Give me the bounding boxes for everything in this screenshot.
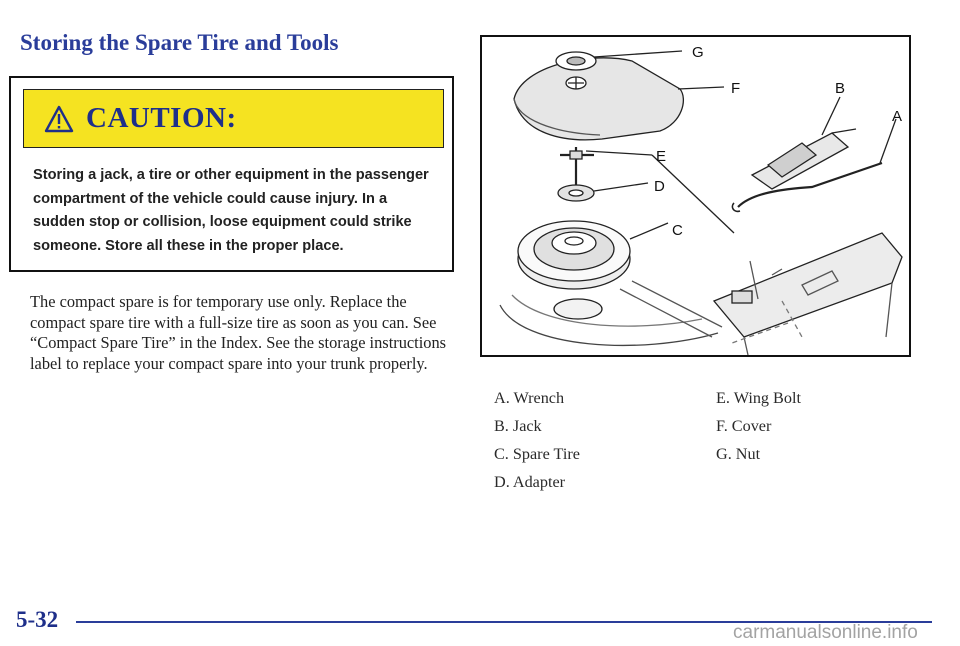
spare-tire-part — [518, 221, 630, 289]
warning-triangle-icon — [44, 105, 74, 133]
legend-item: E. Wing Bolt — [716, 389, 801, 407]
leader-f — [678, 87, 724, 89]
parts-legend-right — [716, 384, 801, 468]
caution-title: CAUTION: — [86, 102, 237, 134]
legend-item: C. Spare Tire — [494, 445, 580, 463]
spare-tire-illustration — [480, 35, 911, 357]
cover-part — [514, 52, 683, 140]
label-b: B — [835, 80, 846, 97]
label-d: D — [654, 178, 665, 195]
legend-item: D. Adapter — [494, 473, 566, 491]
label-e: E — [656, 148, 667, 165]
leader-b — [822, 97, 840, 135]
legend-item: G. Nut — [716, 445, 761, 463]
page-number: 5-32 — [16, 607, 59, 632]
leader-c — [630, 223, 668, 239]
label-f: F — [731, 80, 741, 97]
parts-legend-left — [494, 384, 580, 496]
label-g: G — [692, 44, 704, 61]
caution-text: Storing a jack, a tire or other equipment in the passenger compartment of the vehicle could cause injury. In a sudden stop or collision, loose equipment could strike someone. Store all these in the proper place. — [33, 167, 429, 254]
legend-item: A. Wrench — [494, 389, 565, 407]
jack-part — [752, 129, 856, 189]
tool-tray — [714, 233, 902, 355]
legend-item: B. Jack — [494, 417, 542, 435]
leader-a — [880, 119, 896, 163]
label-a: A — [892, 108, 903, 125]
label-c: C — [672, 222, 683, 239]
spare-tire-diagram — [482, 37, 909, 355]
watermark: carmanualsonline.info — [733, 622, 918, 643]
caution-header — [23, 89, 444, 148]
leader-e — [586, 151, 652, 155]
wing-bolt-part — [560, 147, 594, 187]
adapter-part — [558, 185, 594, 201]
body-paragraph: The compact spare is for temporary use only. Replace the compact spare tire with a full-size tire as soon as you can. See “Compact Spare Tire” in the Index. See the storage instructions label to replace your compact spare into your trunk properly. — [30, 292, 447, 373]
leader-g — [594, 51, 682, 57]
leader-d — [594, 183, 648, 191]
page-title: Storing the Spare Tire and Tools — [20, 30, 339, 55]
caution-box — [9, 76, 454, 272]
trunk-well — [500, 281, 722, 345]
legend-item: F. Cover — [716, 417, 772, 435]
